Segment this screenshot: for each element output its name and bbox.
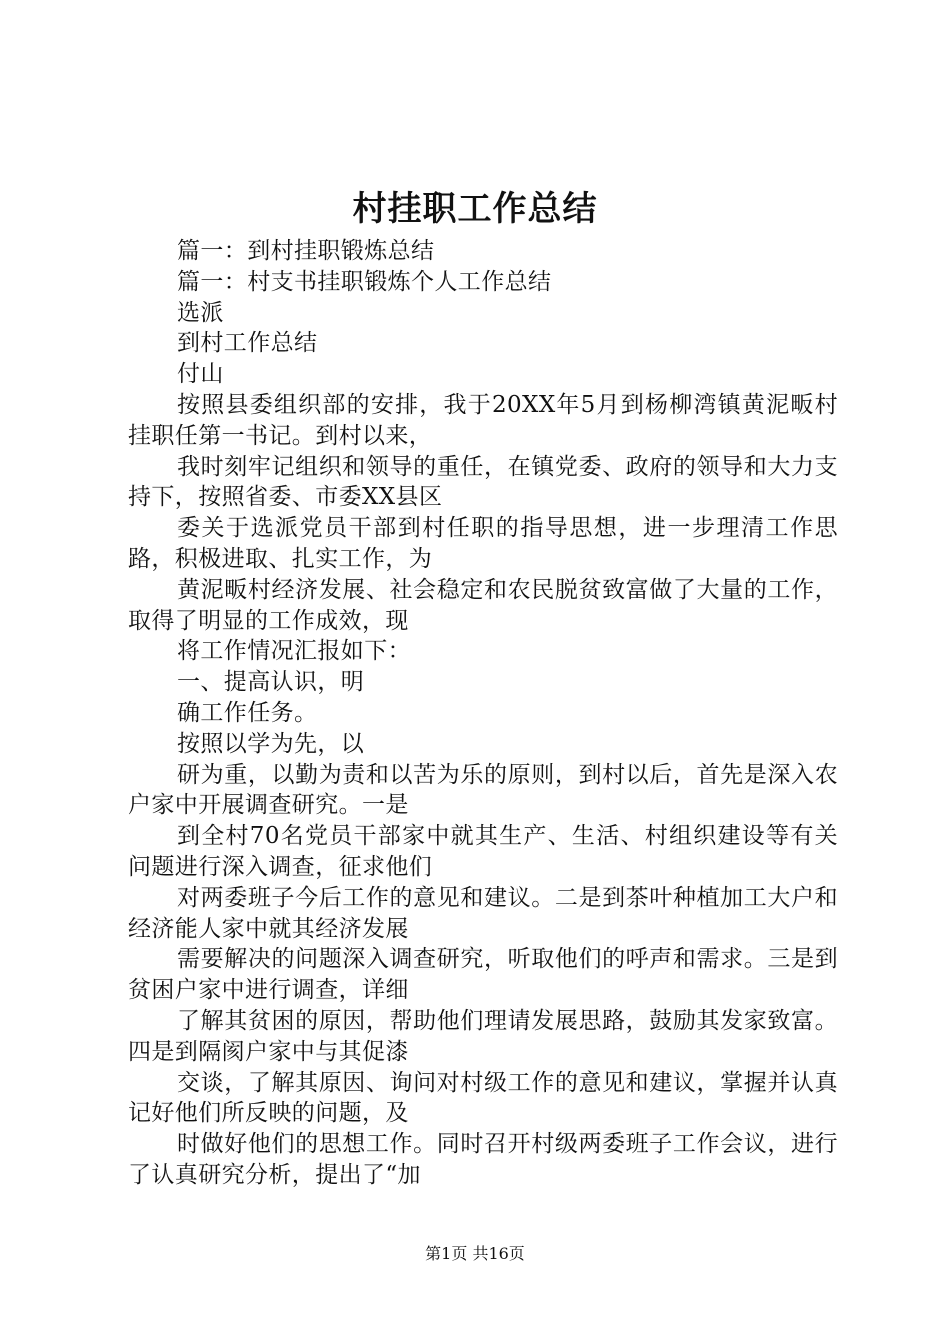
paragraph: 到村工作总结	[177, 330, 318, 357]
paragraph: 交谈，了解其原因、询问对村级工作的意见和建议，掌握并认真记好他们所反映的问题，及	[128, 1069, 838, 1127]
paragraph: 按照县委组织部的安排，我于20XX年5月到杨柳湾镇黄泥畈村挂职任第一书记。到村以来，	[128, 391, 838, 449]
document-title: 村挂职工作总结	[352, 189, 598, 229]
paragraph: 我时刻牢记组织和领导的重任，在镇党委、政府的领导和大力支持下，按照省委、市委XX县区	[128, 453, 838, 511]
paragraph: 对两委班子今后工作的意见和建议。二是到茶叶种植加工大户和经济能人家中就其经济发展	[128, 884, 838, 942]
paragraph: 一、提高认识，明	[177, 669, 365, 696]
document-body	[128, 236, 838, 1191]
paragraph: 篇一：村支书挂职锻炼个人工作总结	[177, 268, 552, 295]
paragraph: 了解其贫困的原因，帮助他们理请发展思路，鼓励其发家致富。四是到隔阂户家中与其促漆	[128, 1007, 838, 1065]
paragraph: 黄泥畈村经济发展、社会稳定和农民脱贫致富做了大量的工作，取得了明显的工作成效，现	[128, 576, 838, 634]
paragraph: 付山	[177, 361, 224, 388]
page-number-footer: 第1页 共16页	[425, 1244, 525, 1263]
paragraph: 将工作情况汇报如下：	[177, 638, 411, 665]
paragraph: 时做好他们的思想工作。同时召开村级两委班子工作会议，进行了认真研究分析，提出了“加	[128, 1131, 838, 1188]
paragraph: 到全村70名党员干部家中就其生产、生活、村组织建设等有关问题进行深入调查，征求他们	[128, 823, 838, 880]
paragraph: 按照以学为先，以	[177, 730, 365, 757]
paragraph: 篇一：到村挂职锻炼总结	[177, 238, 435, 264]
paragraph: 研为重，以勤为责和以苦为乐的原则，到村以后，首先是深入农户家中开展调查研究。一是	[128, 761, 838, 819]
paragraph: 需要解决的问题深入调查研究，听取他们的呼声和需求。三是到贫困户家中进行调查，详细	[128, 946, 838, 1004]
paragraph: 委关于选派党员干部到村任职的指导思想，进一步理清工作思路，积极进取、扎实工作，为	[128, 515, 838, 572]
paragraph: 确工作任务。	[177, 699, 318, 726]
paragraph: 选派	[177, 299, 224, 326]
